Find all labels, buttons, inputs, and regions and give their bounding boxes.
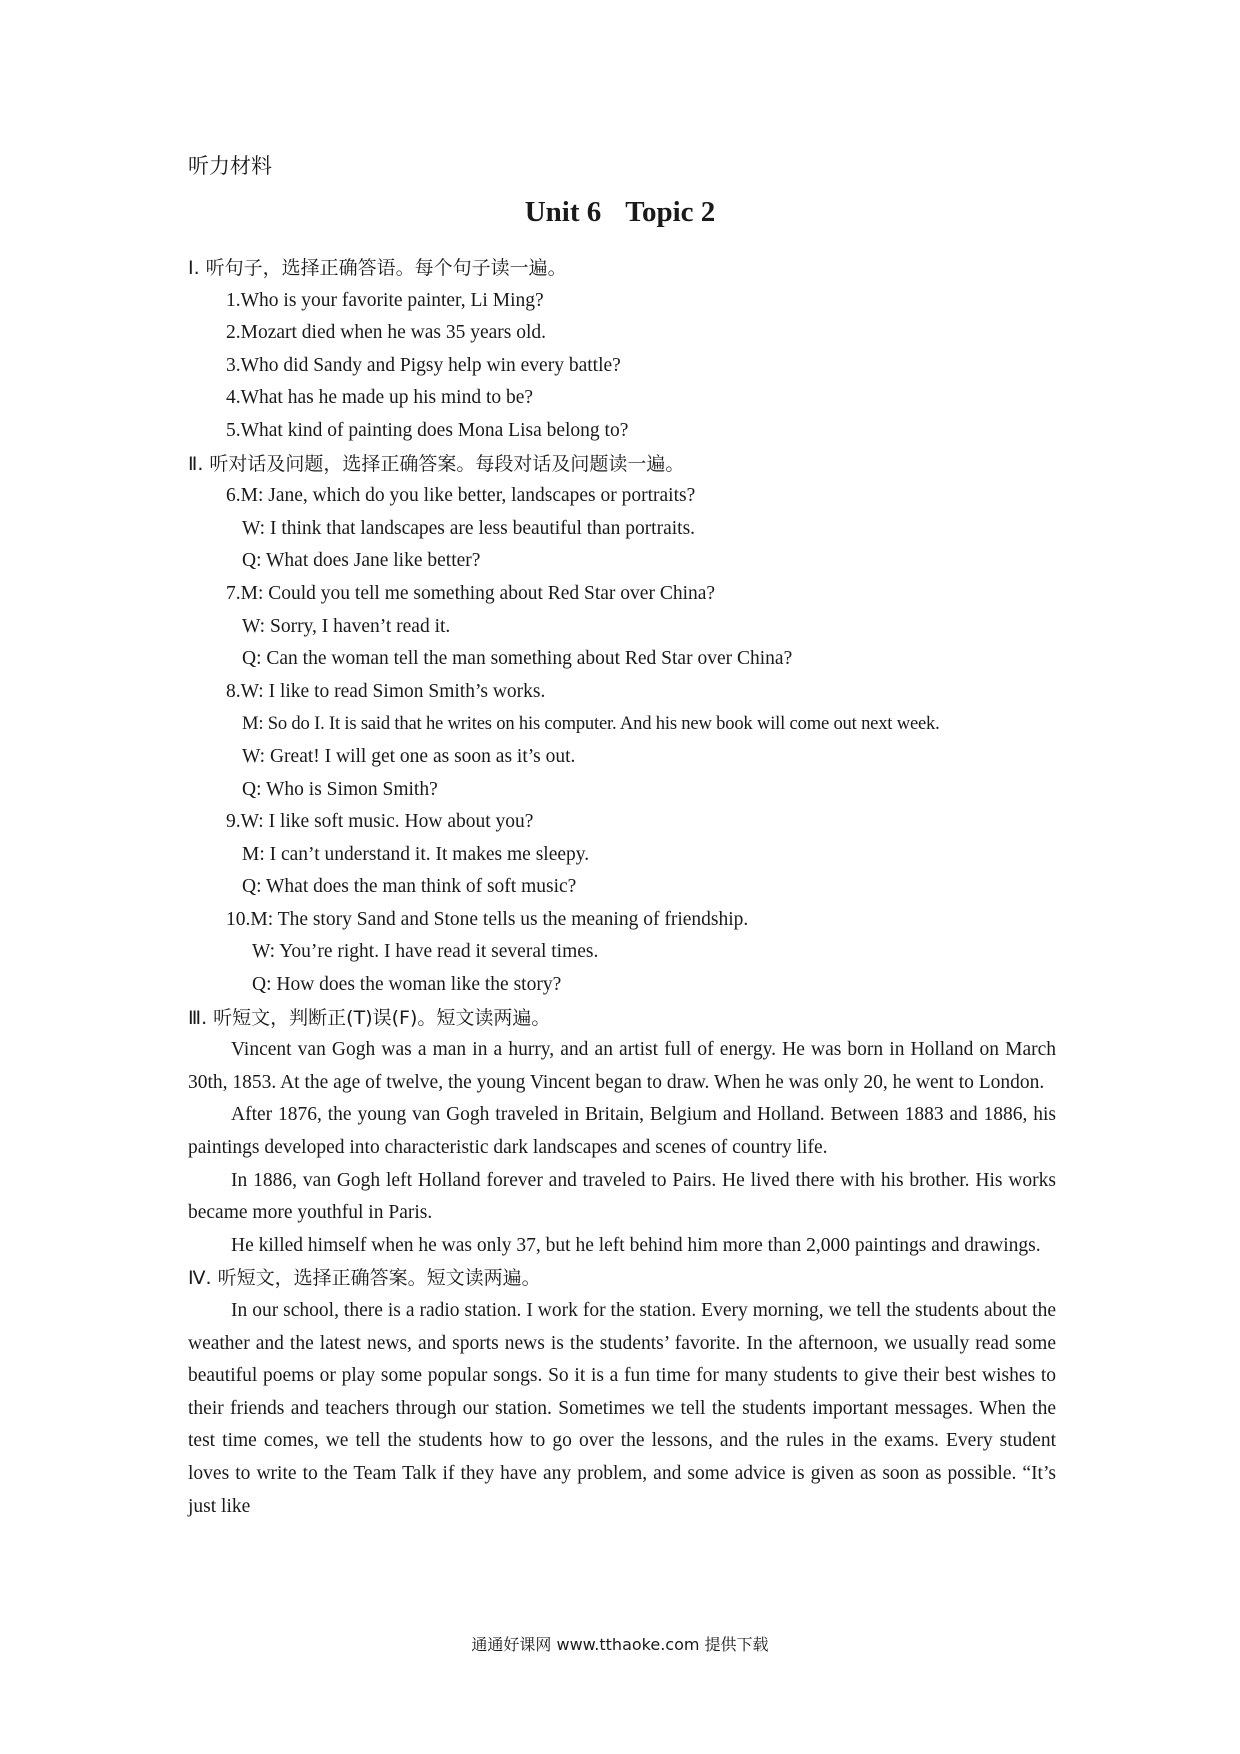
dialogue-7-line-1: 7.M: Could you tell me something about Red Star over China? [226,582,716,604]
footer-download-notice: 通通好课网 www.tthaoke.com 提供下载 [471,1635,769,1654]
header-label: 听力材料 [188,154,272,178]
dialogue-6-question: Q: What does Jane like better? [242,550,481,572]
dialogue-6-line-2: W: I think that landscapes are less beautiful than portraits. [242,517,696,539]
question-4: 4.What has he made up his mind to be? [226,387,534,409]
dialogue-6-line-1: 6.M: Jane, which do you like better, landscapes or portraits? [226,485,696,507]
dialogue-9-line-1: 9.W: I like soft music. How about you? [226,811,534,833]
section3-heading: Ⅲ. 听短文，判断正(T)误(F)。短文读两遍。 [188,1006,551,1029]
dialogue-10-line-1: 10.M: The story Sand and Stone tells us the meaning of friendship. [226,908,749,930]
section3-paragraph-4: He killed himself when he was only 37, but he left behind him more than 2,000 paintings and drawings. [231,1234,1041,1256]
dialogue-10-line-2: W: You’re right. I have read it several times. [252,941,599,963]
section4-heading: Ⅳ. 听短文，选择正确答案。短文读两遍。 [188,1267,541,1290]
dialogue-8-line-2: M: So do I. It is said that he writes on his computer. And his new book will come out next week. [242,713,940,735]
title-unit: Unit 6 [524,196,602,228]
dialogue-8-line-3: W: Great! I will get one as soon as it’s out. [242,745,576,767]
dialogue-9-question: Q: What does the man think of soft music? [242,876,577,898]
question-5: 5.What kind of painting does Mona Lisa belong to? [226,419,629,441]
section3-paragraph-3: In 1886, van Gogh left Holland forever and traveled to Pairs. He lived there with his brother. His works became more youthful in Paris. [188,1169,1056,1224]
question-1: 1.Who is your favorite painter, Li Ming? [226,289,544,311]
document-body [188,252,1056,1523]
section1-heading: Ⅰ. 听句子，选择正确答语。每个句子读一遍。 [188,257,567,279]
question-3: 3.Who did Sandy and Pigsy help win every battle? [226,354,621,376]
question-2: 2.Mozart died when he was 35 years old. [226,322,547,344]
section3-paragraph-2: After 1876, the young van Gogh traveled in Britain, Belgium and Holland. Between 1883 and 1886, his paintings developed into characteristic dark landscapes and scenes of country life. [188,1104,1056,1159]
dialogue-10-question: Q: How does the woman like the story? [252,974,562,996]
dialogue-7-line-2: W: Sorry, I haven’t read it. [242,615,451,637]
dialogue-9-line-2: M: I can’t understand it. It makes me sleepy. [242,843,590,865]
title-topic: Topic 2 [625,196,716,228]
page-title [0,196,1240,229]
section4-paragraph: In our school, there is a radio station. I work for the station. Every morning, we tell the students about the weather and the latest news, and sports news is the students’ favorite. In the afternoon, we usually read some beautiful poems or play some popular songs. So it is a fun time for many students to give their best wishes to their friends and teachers through our station. Sometimes we tell the students important messages. When the test time comes, we tell the students how to go over the lessons, and the rules in the exams. Every student loves to write to the Team Talk if they have any problem, and some advice is given as soon as possible. “It’s just like [188,1300,1056,1517]
dialogue-7-question: Q: Can the woman tell the man something about Red Star over China? [242,648,793,670]
section3-paragraph-1: Vincent van Gogh was a man in a hurry, and an artist full of energy. He was born in Holland on March 30th, 1853. At the age of twelve, the young Vincent began to draw. When he was only 20, he went to London. [188,1039,1056,1093]
dialogue-8-line-1: 8.W: I like to read Simon Smith’s works. [226,680,546,702]
section2-heading: Ⅱ. 听对话及问题，选择正确答案。每段对话及问题读一遍。 [188,452,685,475]
dialogue-8-question: Q: Who is Simon Smith? [242,778,438,800]
